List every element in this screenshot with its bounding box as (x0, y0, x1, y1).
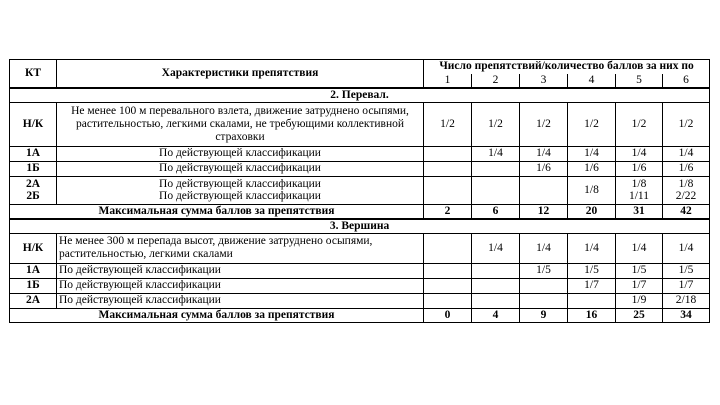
row-cell: 1/5 (616, 263, 663, 278)
row-cell: 1/8 (678, 178, 694, 190)
row-cell (520, 293, 568, 308)
row-cell (424, 293, 472, 308)
row-cell: 1/4 (568, 146, 616, 161)
row-cell: 1/2 (424, 102, 472, 146)
row-description: По действующей классификации (57, 146, 424, 161)
header-col-1: 1 (424, 74, 472, 88)
row-description: По действующей классификации (159, 190, 321, 202)
row-cell: 2/18 (663, 293, 710, 308)
row-cell: 1/2 (520, 102, 568, 146)
row-cell (424, 233, 472, 263)
row-cell-stack (520, 176, 568, 204)
sum-cell: 16 (568, 308, 616, 322)
row-cell (424, 146, 472, 161)
header-col-3: 3 (520, 74, 568, 88)
row-cell: 1/6 (616, 161, 663, 176)
row-cell (472, 263, 520, 278)
row-cell: 1/8 (631, 178, 647, 190)
row-cell-stack (424, 176, 472, 204)
row-cell (520, 278, 568, 293)
section2-sum-label: Максимальная сумма баллов за препятствия (10, 204, 424, 219)
header-count-title: Число препятствий/количество баллов за них по (424, 60, 710, 74)
sum-cell: 34 (663, 308, 710, 322)
header-col-2: 2 (472, 74, 520, 88)
row-cell: 1/4 (472, 146, 520, 161)
row-kt-stack (10, 176, 57, 204)
sum-cell: 20 (568, 204, 616, 219)
row-description: По действующей классификации (57, 293, 424, 308)
header-kt: КТ (10, 60, 57, 88)
sum-cell: 6 (472, 204, 520, 219)
row-kt: 1Б (10, 161, 57, 176)
row-cell: 1/4 (663, 146, 710, 161)
row-cell (568, 293, 616, 308)
row-kt: Н/К (10, 102, 57, 146)
sum-cell: 9 (520, 308, 568, 322)
row-description: Не менее 100 м перевального взлета, движение затруднено осыпями, растительностью, легкими скалами, не требующими коллективной страховки (57, 102, 424, 146)
row-kt: 2А (25, 178, 41, 190)
row-cell: 1/5 (568, 263, 616, 278)
row-kt: 1А (10, 263, 57, 278)
row-cell: 2/22 (675, 190, 697, 202)
obstacle-score-table (9, 59, 710, 323)
row-cell: 1/5 (520, 263, 568, 278)
row-kt: 2Б (26, 190, 40, 202)
row-cell-stack (568, 176, 616, 204)
sum-cell: 4 (472, 308, 520, 322)
header-characteristics: Характеристики препятствия (57, 60, 424, 88)
row-kt: 1Б (10, 278, 57, 293)
row-cell (424, 278, 472, 293)
section3-sum-label: Максимальная сумма баллов за препятствия (10, 308, 424, 322)
row-cell: 1/4 (520, 233, 568, 263)
sum-cell: 12 (520, 204, 568, 219)
row-description: По действующей классификации (57, 278, 424, 293)
row-cell: 1/7 (568, 278, 616, 293)
row-cell: 1/7 (616, 278, 663, 293)
row-cell: 1/2 (472, 102, 520, 146)
row-cell (472, 293, 520, 308)
row-cell: 1/8 (584, 184, 599, 196)
row-cell: 1/9 (616, 293, 663, 308)
row-kt: 2А (10, 293, 57, 308)
row-cell (472, 278, 520, 293)
row-cell: 1/4 (616, 146, 663, 161)
row-cell: 1/4 (568, 233, 616, 263)
sum-cell: 0 (424, 308, 472, 322)
row-cell: 1/5 (663, 263, 710, 278)
section-title-summit: 3. Вершина (10, 219, 710, 234)
row-cell: 1/4 (663, 233, 710, 263)
sum-cell: 25 (616, 308, 663, 322)
row-cell: 1/4 (472, 233, 520, 263)
row-cell: 1/7 (663, 278, 710, 293)
row-description: По действующей классификации (159, 178, 321, 190)
header-col-5: 5 (616, 74, 663, 88)
obstacle-table-container (9, 59, 709, 323)
sum-cell: 31 (616, 204, 663, 219)
row-cell-stack (616, 176, 663, 204)
row-description: Не менее 300 м перепада высот, движение затруднено осыпями, растительностью, легкими скалами (57, 233, 424, 263)
row-cell: 1/6 (663, 161, 710, 176)
sum-cell: 2 (424, 204, 472, 219)
sum-cell: 42 (663, 204, 710, 219)
row-cell: 1/11 (628, 190, 650, 202)
header-col-6: 6 (663, 74, 710, 88)
row-kt: Н/К (10, 233, 57, 263)
header-col-4: 4 (568, 74, 616, 88)
row-description: По действующей классификации (57, 161, 424, 176)
row-description-stack (57, 176, 424, 204)
row-cell: 1/2 (616, 102, 663, 146)
row-cell: 1/6 (568, 161, 616, 176)
row-cell: 1/4 (616, 233, 663, 263)
row-cell (424, 263, 472, 278)
section-title-pass: 2. Перевал. (10, 88, 710, 103)
row-kt: 1А (10, 146, 57, 161)
row-cell: 1/2 (663, 102, 710, 146)
row-cell: 1/4 (520, 146, 568, 161)
row-cell (472, 161, 520, 176)
row-cell: 1/6 (520, 161, 568, 176)
row-cell (424, 161, 472, 176)
row-description: По действующей классификации (57, 263, 424, 278)
row-cell: 1/2 (568, 102, 616, 146)
row-cell-stack (472, 176, 520, 204)
row-cell-stack (663, 176, 710, 204)
